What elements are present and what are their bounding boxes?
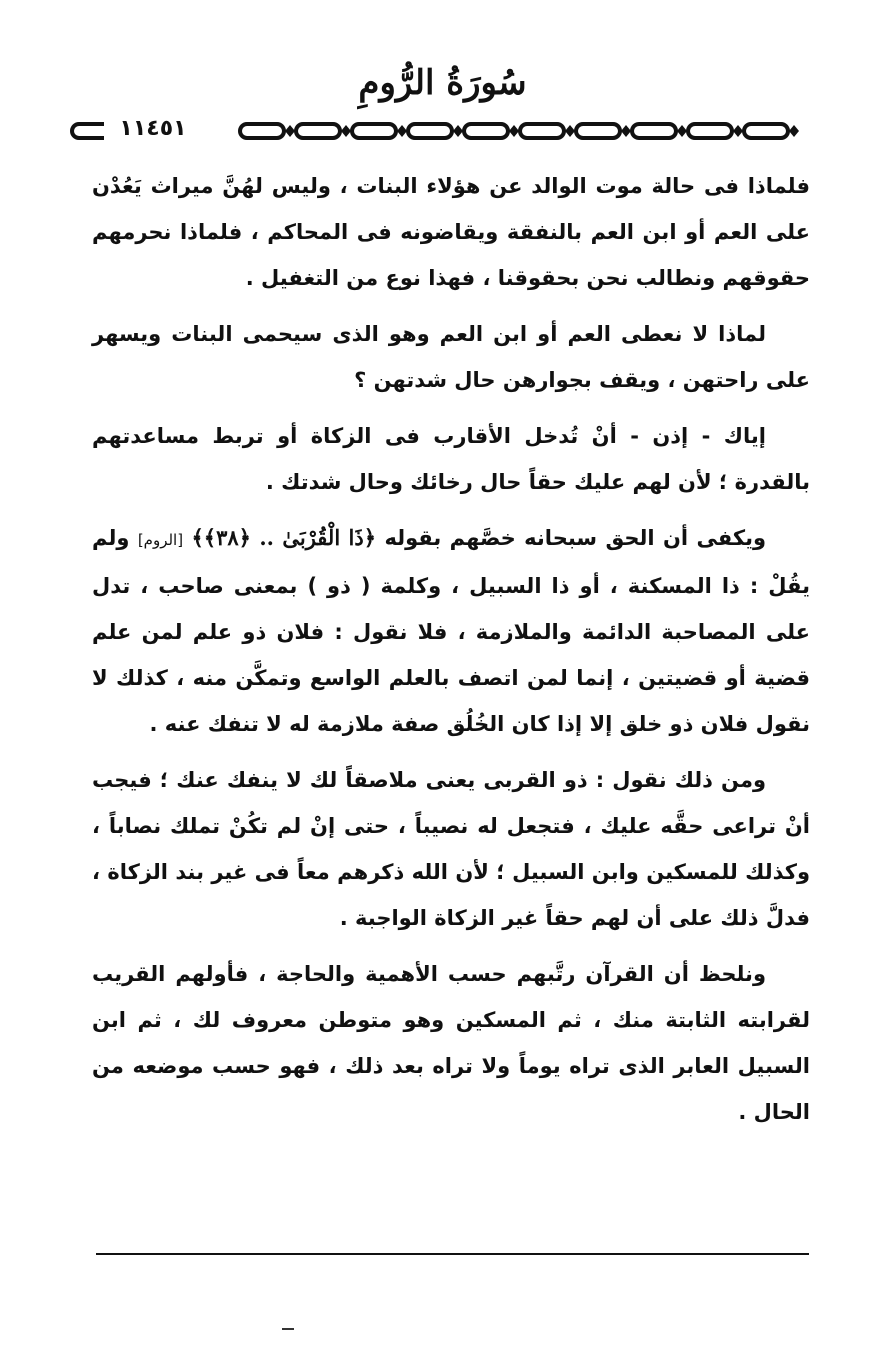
- chain-diamond: [733, 125, 743, 137]
- chain-diamond: [565, 125, 575, 137]
- paragraph-with-quran-quote: [92, 515, 810, 747]
- chain-link: [576, 124, 620, 138]
- chain-diamond: [453, 125, 463, 137]
- quran-quote: ﴿ذَا الْقُرْبَىٰ .. ﴿٣٨﴾﴾: [191, 525, 377, 550]
- paragraph: فلماذا فى حالة موت الوالد عن هؤلاء البنات ، وليس لهُنَّ ميراث يَعُدْن على العم أو ابن العم بالنفقة ويقاضونه فى المحاكم ، فلماذا نحرمهم حقوقهم ونطالب نحن بحقوقنا ، فهذا نوع من التغفيل .: [92, 174, 810, 290]
- chain-link: [632, 124, 676, 138]
- chain-link: [352, 124, 396, 138]
- chain-diamond: [397, 125, 407, 137]
- paragraph: ومن ذلك نقول : ذو القربى يعنى ملاصقاً لك لا ينفك عنك ؛ فيجب أنْ تراعى حقَّه عليك ، فتجعل له نصيباً ، حتى إنْ لم تكُنْ تملك نصاباً ، وكذلك للمسكين وابن السبيل ؛ لأن الله ذكرهم معاً فى غير بند الزكاة ، فدلَّ ذلك على أن لهم حقاً غير الزكاة الواجبة .: [92, 768, 810, 930]
- chain-diamond: [509, 125, 519, 137]
- paragraph: إياك - إذن - أنْ تُدخل الأقارب فى الزكاة أو تربط مساعدتهم بالقدرة ؛ لأن لهم عليك حقاً حال رخائك وحال شدتك .: [92, 424, 810, 494]
- surah-reference: [الروم]: [137, 531, 184, 549]
- chain-link: [520, 124, 564, 138]
- scan-speck: [282, 1328, 294, 1330]
- chain-diamond: [621, 125, 631, 137]
- chain-link: [296, 124, 340, 138]
- chain-diamond: [677, 125, 687, 137]
- paragraph: لماذا لا نعطى العم أو ابن العم وهو الذى سيحمى البنات ويسهر على راحتهن ، ويقف بجوارهن حال شدتهن ؟: [92, 322, 810, 392]
- chain-link: [408, 124, 452, 138]
- chain-link: [744, 124, 788, 138]
- chain-diamond: [789, 125, 799, 137]
- paragraph-text: ويكفى أن الحق سبحانه خصَّهم بقوله: [384, 526, 767, 550]
- chain-link: [464, 124, 508, 138]
- chain-diamond: [285, 125, 295, 137]
- paragraph-text: ولم يقُلْ : ذا المسكنة ، أو ذا السبيل ، وكلمة ( ذو ) بمعنى صاحب ، تدل على المصاحبة الدائمة والملازمة ، فلا نقول : فلان ذو علم لمن علم قضية أو قضيتين ، إنما لمن اتصف بالعلم الواسع وتمكَّن منه ، كذلك لا نقول فلان ذو خلق إلا إذا كان الخُلُق صفة ملازمة له لا تنفك عنه .: [92, 526, 810, 736]
- footer-rule: [96, 1253, 809, 1255]
- paragraph: ونلحظ أن القرآن رتَّبهم حسب الأهمية والحاجة ، فأولهم القريب لقرابته الثابتة منك ، ثم المسكين وهو متوطن معروف لك ، ثم ابن السبيل العابر الذى تراه يوماً ولا تراه بعد ذلك ، فهو حسب موضعه من الحال .: [92, 962, 810, 1124]
- page-number: ١١٤٥١: [104, 114, 202, 144]
- surah-title: سُورَةُ الرُّومِ: [358, 63, 527, 103]
- chain-link: [240, 124, 284, 138]
- chain-link: [688, 124, 732, 138]
- chain-diamond: [341, 125, 351, 137]
- page-body-text: [92, 163, 810, 1145]
